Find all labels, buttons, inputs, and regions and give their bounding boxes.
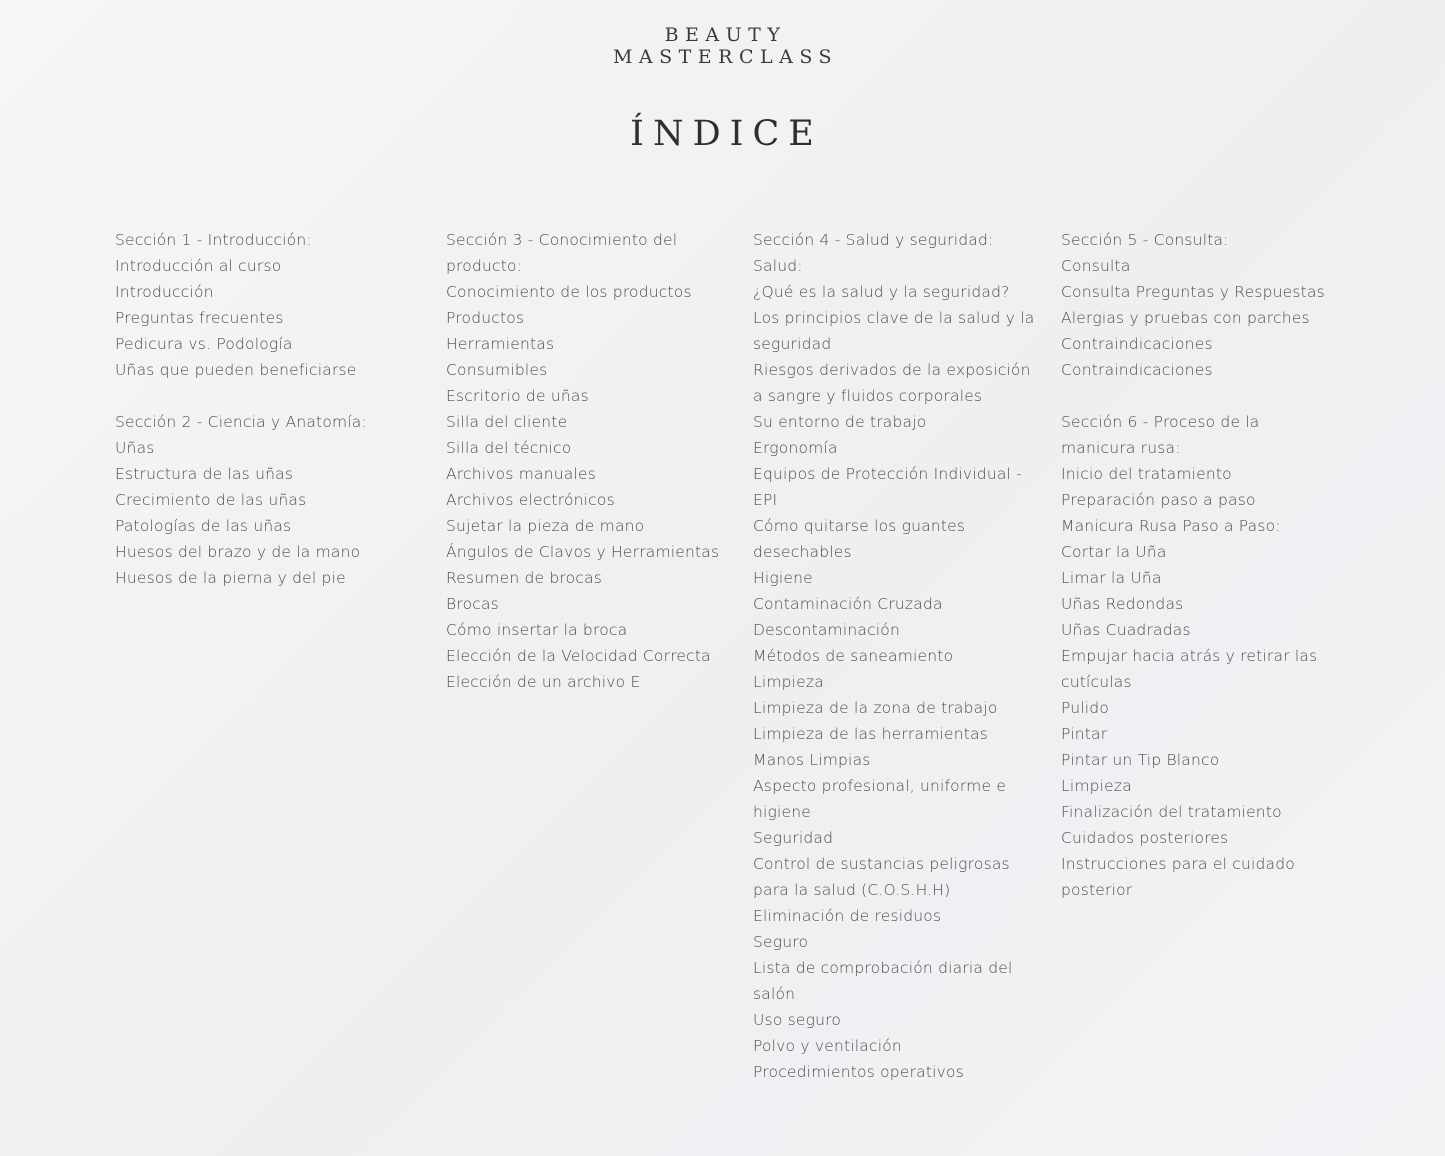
- section-spacer: [115, 383, 415, 409]
- index-item: Pintar un Tip Blanco: [1061, 751, 1220, 769]
- index-item: Procedimientos operativos: [753, 1063, 964, 1081]
- index-item: Contraindicaciones: [1061, 361, 1213, 379]
- index-item: Descontaminación: [753, 621, 901, 639]
- section-heading: Sección 3 - Conocimiento del producto:: [446, 231, 678, 275]
- index-item: Uso seguro: [753, 1011, 842, 1029]
- index-item: Cómo insertar la broca: [446, 621, 628, 639]
- index-item: Uñas Cuadradas: [1061, 621, 1191, 639]
- index-item: Ergonomía: [753, 439, 838, 457]
- index-item: Limpieza de las herramientas: [753, 725, 989, 743]
- index-item: Seguro: [753, 933, 809, 951]
- index-item: Instrucciones para el cuidado posterior: [1061, 855, 1295, 899]
- section-heading: Sección 1 - Introducción:: [115, 231, 312, 249]
- brand-line-1: BEAUTY: [664, 24, 787, 46]
- index-item: Su entorno de trabajo: [753, 413, 927, 431]
- index-item: Higiene: [753, 569, 813, 587]
- index-item: Cómo quitarse los guantes desechables: [753, 517, 966, 561]
- index-item: Salud:: [753, 257, 803, 275]
- index-item: Archivos electrónicos: [446, 491, 615, 509]
- section-4-list: [753, 227, 1043, 1085]
- index-item: Limar la Uña: [1061, 569, 1162, 587]
- index-item: Aspecto profesional, uniforme e higiene: [753, 777, 1007, 821]
- index-item: Preparación paso a paso: [1061, 491, 1256, 509]
- index-item: Uñas que pueden beneficiarse: [115, 361, 357, 379]
- index-item: Herramientas: [446, 335, 555, 353]
- index-item: Escritorio de uñas: [446, 387, 589, 405]
- index-item: Preguntas frecuentes: [115, 309, 284, 327]
- index-item: Empujar hacia atrás y retirar las cutículas: [1061, 647, 1318, 691]
- section-1-list: [115, 227, 415, 383]
- section-heading: Sección 2 - Ciencia y Anatomía:: [115, 413, 367, 431]
- index-item: Productos: [446, 309, 525, 327]
- page-title: ÍNDICE: [630, 114, 823, 154]
- index-item: Brocas: [446, 595, 499, 613]
- index-item: Pintar: [1061, 725, 1108, 743]
- index-item: Cortar la Uña: [1061, 543, 1167, 561]
- index-item: Lista de comprobación diaria del salón: [753, 959, 1013, 1003]
- index-item: Contraindicaciones: [1061, 335, 1213, 353]
- section-heading: Sección 6 - Proceso de la manicura rusa:: [1061, 413, 1260, 457]
- index-item: Conocimiento de los productos: [446, 283, 692, 301]
- section-heading: Sección 5 - Consulta:: [1061, 231, 1229, 249]
- index-item: Ángulos de Clavos y Herramientas: [446, 543, 720, 561]
- index-item: Control de sustancias peligrosas para la salud (C.O.S.H.H): [753, 855, 1010, 899]
- index-item: Archivos manuales: [446, 465, 597, 483]
- index-item: Finalización del tratamiento: [1061, 803, 1282, 821]
- index-column-4: [1061, 227, 1336, 903]
- index-item: Métodos de saneamiento: [753, 647, 954, 665]
- section-spacer: [1061, 383, 1336, 409]
- index-item: Eliminación de residuos: [753, 907, 942, 925]
- index-column-3: [753, 227, 1043, 1085]
- index-item: Limpieza de la zona de trabajo: [753, 699, 998, 717]
- index-column-1: [115, 227, 415, 591]
- index-item: Elección de un archivo E: [446, 673, 641, 691]
- section-2-list: [115, 409, 415, 591]
- index-item: Patologías de las uñas: [115, 517, 292, 535]
- index-item: Limpieza: [753, 673, 824, 691]
- section-heading: Sección 4 - Salud y seguridad:: [753, 231, 994, 249]
- index-item: Consumibles: [446, 361, 548, 379]
- section-5-list: [1061, 227, 1336, 383]
- index-item: Manicura Rusa Paso a Paso:: [1061, 517, 1281, 535]
- index-item: Crecimiento de las uñas: [115, 491, 307, 509]
- index-item: Silla del técnico: [446, 439, 572, 457]
- index-item: Riesgos derivados de la exposición a sangre y fluidos corporales: [753, 361, 1031, 405]
- index-item: Alergias y pruebas con parches: [1061, 309, 1310, 327]
- index-item: Polvo y ventilación: [753, 1037, 902, 1055]
- index-item: Resumen de brocas: [446, 569, 603, 587]
- index-item: Seguridad: [753, 829, 834, 847]
- index-item: Huesos de la pierna y del pie: [115, 569, 346, 587]
- index-item: Pedicura vs. Podología: [115, 335, 293, 353]
- index-item: Introducción al curso: [115, 257, 282, 275]
- section-3-list: [446, 227, 731, 695]
- brand-logo: [0, 24, 1445, 68]
- index-item: Sujetar la pieza de mano: [446, 517, 645, 535]
- index-item: Limpieza: [1061, 777, 1132, 795]
- index-item: Estructura de las uñas: [115, 465, 294, 483]
- index-item: Uñas Redondas: [1061, 595, 1184, 613]
- index-item: Consulta: [1061, 257, 1131, 275]
- index-item: Pulido: [1061, 699, 1110, 717]
- index-item: Consulta Preguntas y Respuestas: [1061, 283, 1325, 301]
- index-item: Uñas: [115, 439, 155, 457]
- index-item: Huesos del brazo y de la mano: [115, 543, 361, 561]
- index-item: Silla del cliente: [446, 413, 568, 431]
- index-item: ¿Qué es la salud y la seguridad?: [753, 283, 1010, 301]
- index-item: Equipos de Protección Individual - EPI: [753, 465, 1022, 509]
- index-item: Inicio del tratamiento: [1061, 465, 1232, 483]
- index-item: Cuidados posteriores: [1061, 829, 1229, 847]
- index-item: Contaminación Cruzada: [753, 595, 943, 613]
- index-item: Los principios clave de la salud y la seguridad: [753, 309, 1035, 353]
- index-item: Manos Limpias: [753, 751, 871, 769]
- section-6-list: [1061, 409, 1336, 903]
- brand-line-2: MASTERCLASS: [612, 46, 839, 68]
- index-item: Introducción: [115, 283, 214, 301]
- index-item: Elección de la Velocidad Correcta: [446, 647, 711, 665]
- index-column-2: [446, 227, 731, 695]
